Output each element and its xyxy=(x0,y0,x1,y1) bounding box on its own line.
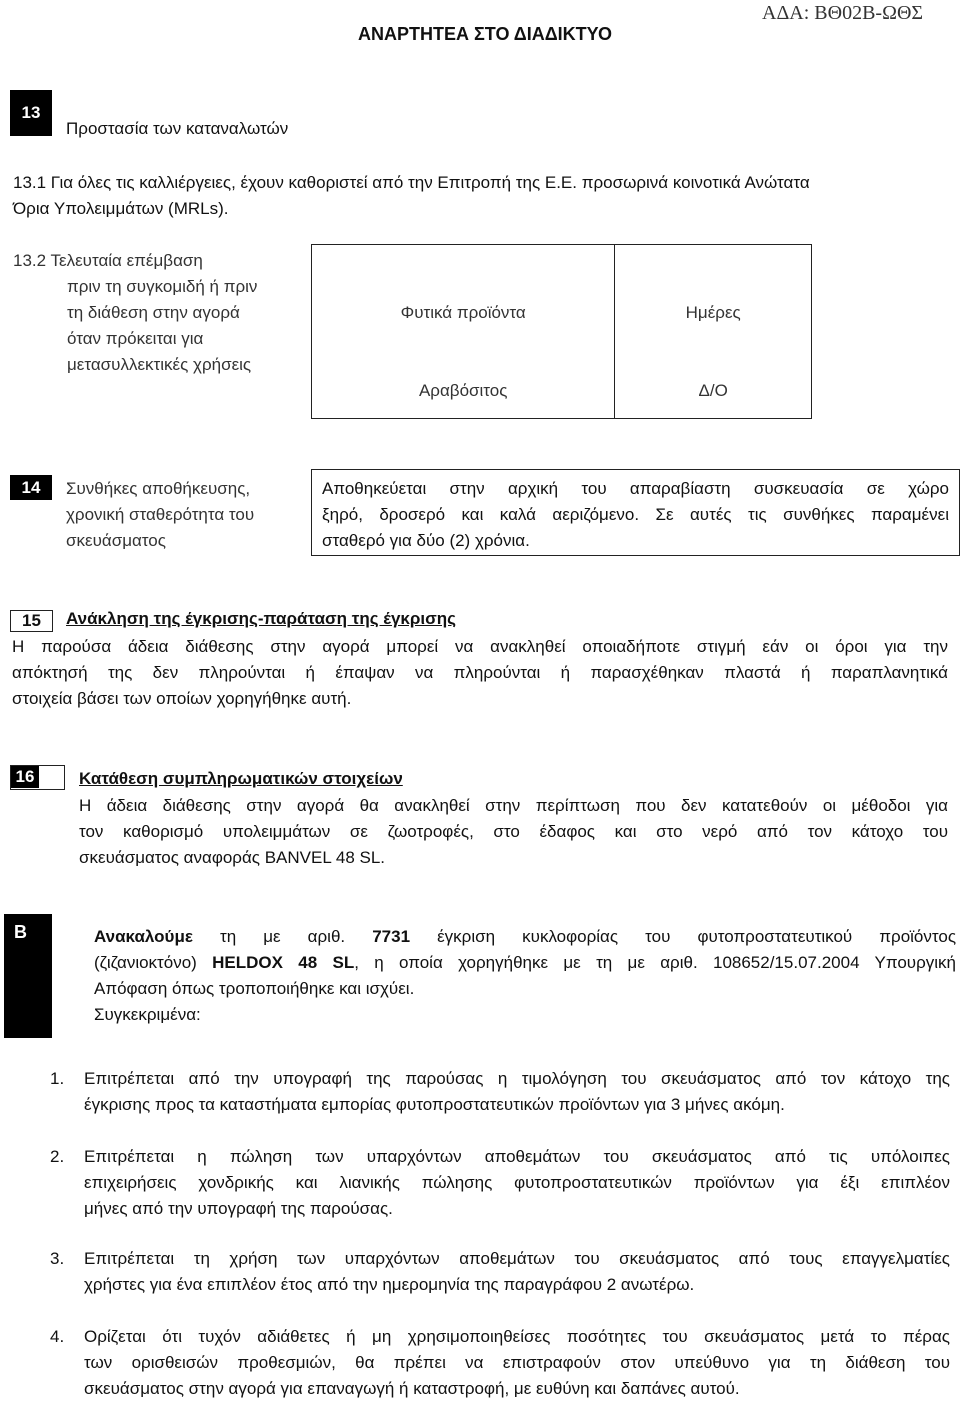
section-13-1-line: 13.1 Για όλες τις καλλιέργειες, έχουν καθοριστεί από την Επιτροπή της Ε.Ε. προσωρινά κοινοτικά Ανώτατα xyxy=(13,173,810,192)
section-b-line-2 xyxy=(94,950,956,976)
section-15-line: απόκτησή της δεν πληρούνται ή έπαψαν να πληρούνται ή παρασχέθηκαν πλαστά ή παραπλανητικά xyxy=(12,663,948,682)
list-item-line: των ορισθεισών προθεσμιών, θα πρέπει να επιστραφούν στον υπεύθυνο για τη διάθεση του xyxy=(84,1353,950,1372)
list-item-line: Ορίζεται ότι τυχόν αδιάθετες ή μη χρησιμοποιηθείσες ποσότητες του σκευάσματος μετά το πέρας xyxy=(84,1327,950,1346)
list-item xyxy=(50,1246,950,1298)
section-13-2-label xyxy=(13,248,303,378)
section-13-number: 13 xyxy=(10,90,52,136)
list-item-number: 4. xyxy=(50,1327,65,1346)
section-b-body xyxy=(94,924,956,1028)
section-b-text: , η οποία χορηγήθηκε με τη με αριθ. 108652/15.07.2004 Υπουργική xyxy=(354,953,956,972)
list-item-number: 3. xyxy=(50,1249,65,1268)
section-b-text: (ζιζανιοκτόνο) xyxy=(94,953,213,972)
approval-number: 7731 xyxy=(372,927,411,946)
list-item xyxy=(50,1066,950,1118)
section-16-number: 16 xyxy=(11,766,39,788)
section-b-line-1 xyxy=(94,924,956,950)
section-b-line-4: Συγκεκριμένα: xyxy=(94,1005,201,1024)
list-item-line: χρήστες για ένα επιπλέον έτος από την ημερομηνία της παραγράφου 2 ανωτέρω. xyxy=(84,1275,695,1294)
list-item-line: επιχειρήσεις χονδρικής και λιανικής πώλησης φυτοπροστατευτικών προϊόντων για έξι επιπλέον xyxy=(84,1173,950,1192)
list-item xyxy=(50,1324,950,1402)
list-item xyxy=(50,1144,950,1222)
section-16-title: Κατάθεση συμπληρωματικών στοιχείων xyxy=(79,769,403,788)
list-item-line: έγκρισης προς τα καταστήματα εμπορίας φυτοπροστατευτικών προϊόντων για 3 μήνες ακόμη. xyxy=(84,1095,785,1114)
section-13-2-line: όταν πρόκειται για xyxy=(67,329,204,348)
section-14-storage-box xyxy=(311,469,960,556)
section-14-text-line: Αποθηκεύεται στην αρχική του απαραβίαστη συσκευασία σε χώρο xyxy=(322,479,949,498)
section-b-line-3: Απόφαση όπως τροποποιήθηκε και ισχύει. xyxy=(94,979,415,998)
numbered-list xyxy=(50,1066,950,1402)
section-16-number-frame xyxy=(10,765,65,790)
section-13-title: Προστασία των καταναλωτών xyxy=(66,119,289,138)
section-14-label-line: Συνθήκες αποθήκευσης, xyxy=(66,479,251,498)
section-b-text: έγκριση κυκλοφορίας του φυτοπροστατευτικού προϊόντος xyxy=(410,927,957,946)
section-16-line: τον καθορισμό υπολειμμάτων σε ζωοτροφές, στο έδαφος και στο νερό από τον κάτοχο του xyxy=(79,822,948,841)
table-header-products: Φυτικά προϊόντα xyxy=(312,245,615,381)
section-b-letter: Β xyxy=(4,914,52,1038)
page-header-title: ΑΝΑΡΤΗΤΕΑ ΣΤΟ ΔΙΑΔΙΚΤΥΟ xyxy=(358,24,612,44)
table-header-days: Ημέρες xyxy=(615,245,812,381)
section-13-2-line: πριν τη συγκομιδή ή πριν xyxy=(67,277,258,296)
product-name: HELDOX 48 SL xyxy=(212,953,355,972)
section-13-1-text xyxy=(13,170,810,222)
section-13-2-line: 13.2 Τελευταία επέμβαση xyxy=(13,251,203,270)
ada-code: ΑΔΑ: ΒΘ02Β-ΩΘΣ xyxy=(762,2,924,24)
section-14-number: 14 xyxy=(10,475,52,500)
section-15-number: 15 xyxy=(10,610,53,632)
section-16-body xyxy=(79,793,948,871)
section-13-2-line: μετασυλλεκτικές χρήσεις xyxy=(67,355,252,374)
list-item-number: 1. xyxy=(50,1069,65,1088)
section-14-label-line: χρονική σταθερότητα του xyxy=(66,505,255,524)
section-13-1-line: Όρια Υπολειμμάτων (MRLs). xyxy=(13,199,229,218)
section-15-line: Η παρούσα άδεια διάθεσης στην αγορά μπορεί να ανακληθεί οποιαδήποτε στιγμή εάν οι όροι για την xyxy=(12,637,948,656)
list-item-number: 2. xyxy=(50,1147,65,1166)
list-item-line: Επιτρέπεται η πώληση των υπαρχόντων αποθεμάτων του σκευάσματος από τις υπόλοιπες xyxy=(84,1147,950,1166)
table-cell-product: Αραβόσιτος xyxy=(312,381,615,419)
list-item-line: Επιτρέπεται από την υπογραφή της παρούσας η τιμολόγηση του σκευάσματος από τον κάτοχο της xyxy=(84,1069,950,1088)
section-16-line: σκευάσματος αναφοράς BANVEL 48 SL. xyxy=(79,848,386,867)
section-b-text: τη με αριθ. xyxy=(192,927,373,946)
section-14-text-line: ξηρό, δροσερό και καλά αεριζόμενο. Σε αυτές τις συνθήκες παραμένει xyxy=(322,505,949,524)
section-14-text-line: σταθερό για δύο (2) χρόνια. xyxy=(322,531,530,550)
section-15-body xyxy=(12,634,948,712)
section-15-line: στοιχεία βάσει των οποίων χορηγήθηκε αυτή. xyxy=(12,689,352,708)
revoke-keyword: Ανακαλούμε xyxy=(94,927,193,946)
list-item-line: μήνες από την υπογραφή της παρούσας. xyxy=(84,1199,393,1218)
section-13-2-line: τη διάθεση στην αγορά xyxy=(67,303,240,322)
table-cell-days: Δ/Ο xyxy=(615,381,812,419)
residue-table xyxy=(311,244,812,419)
list-item-line: σκευάσματος στην αγορά για επαναγωγή ή καταστροφή, με ευθύνη και δαπάνες αυτού. xyxy=(84,1379,740,1398)
section-14-label xyxy=(66,476,254,554)
section-16-line: Η άδεια διάθεσης στην αγορά θα ανακληθεί στην περίπτωση που δεν κατατεθούν οι μέθοδοι για xyxy=(79,796,948,815)
section-14-label-line: σκευάσματος xyxy=(66,531,166,550)
list-item-line: Επιτρέπεται τη χρήση των υπαρχόντων αποθεμάτων του σκευάσματος από τους επαγγελματίες xyxy=(84,1249,950,1268)
section-15-title: Ανάκληση της έγκρισης-παράταση της έγκρισης xyxy=(66,609,456,628)
